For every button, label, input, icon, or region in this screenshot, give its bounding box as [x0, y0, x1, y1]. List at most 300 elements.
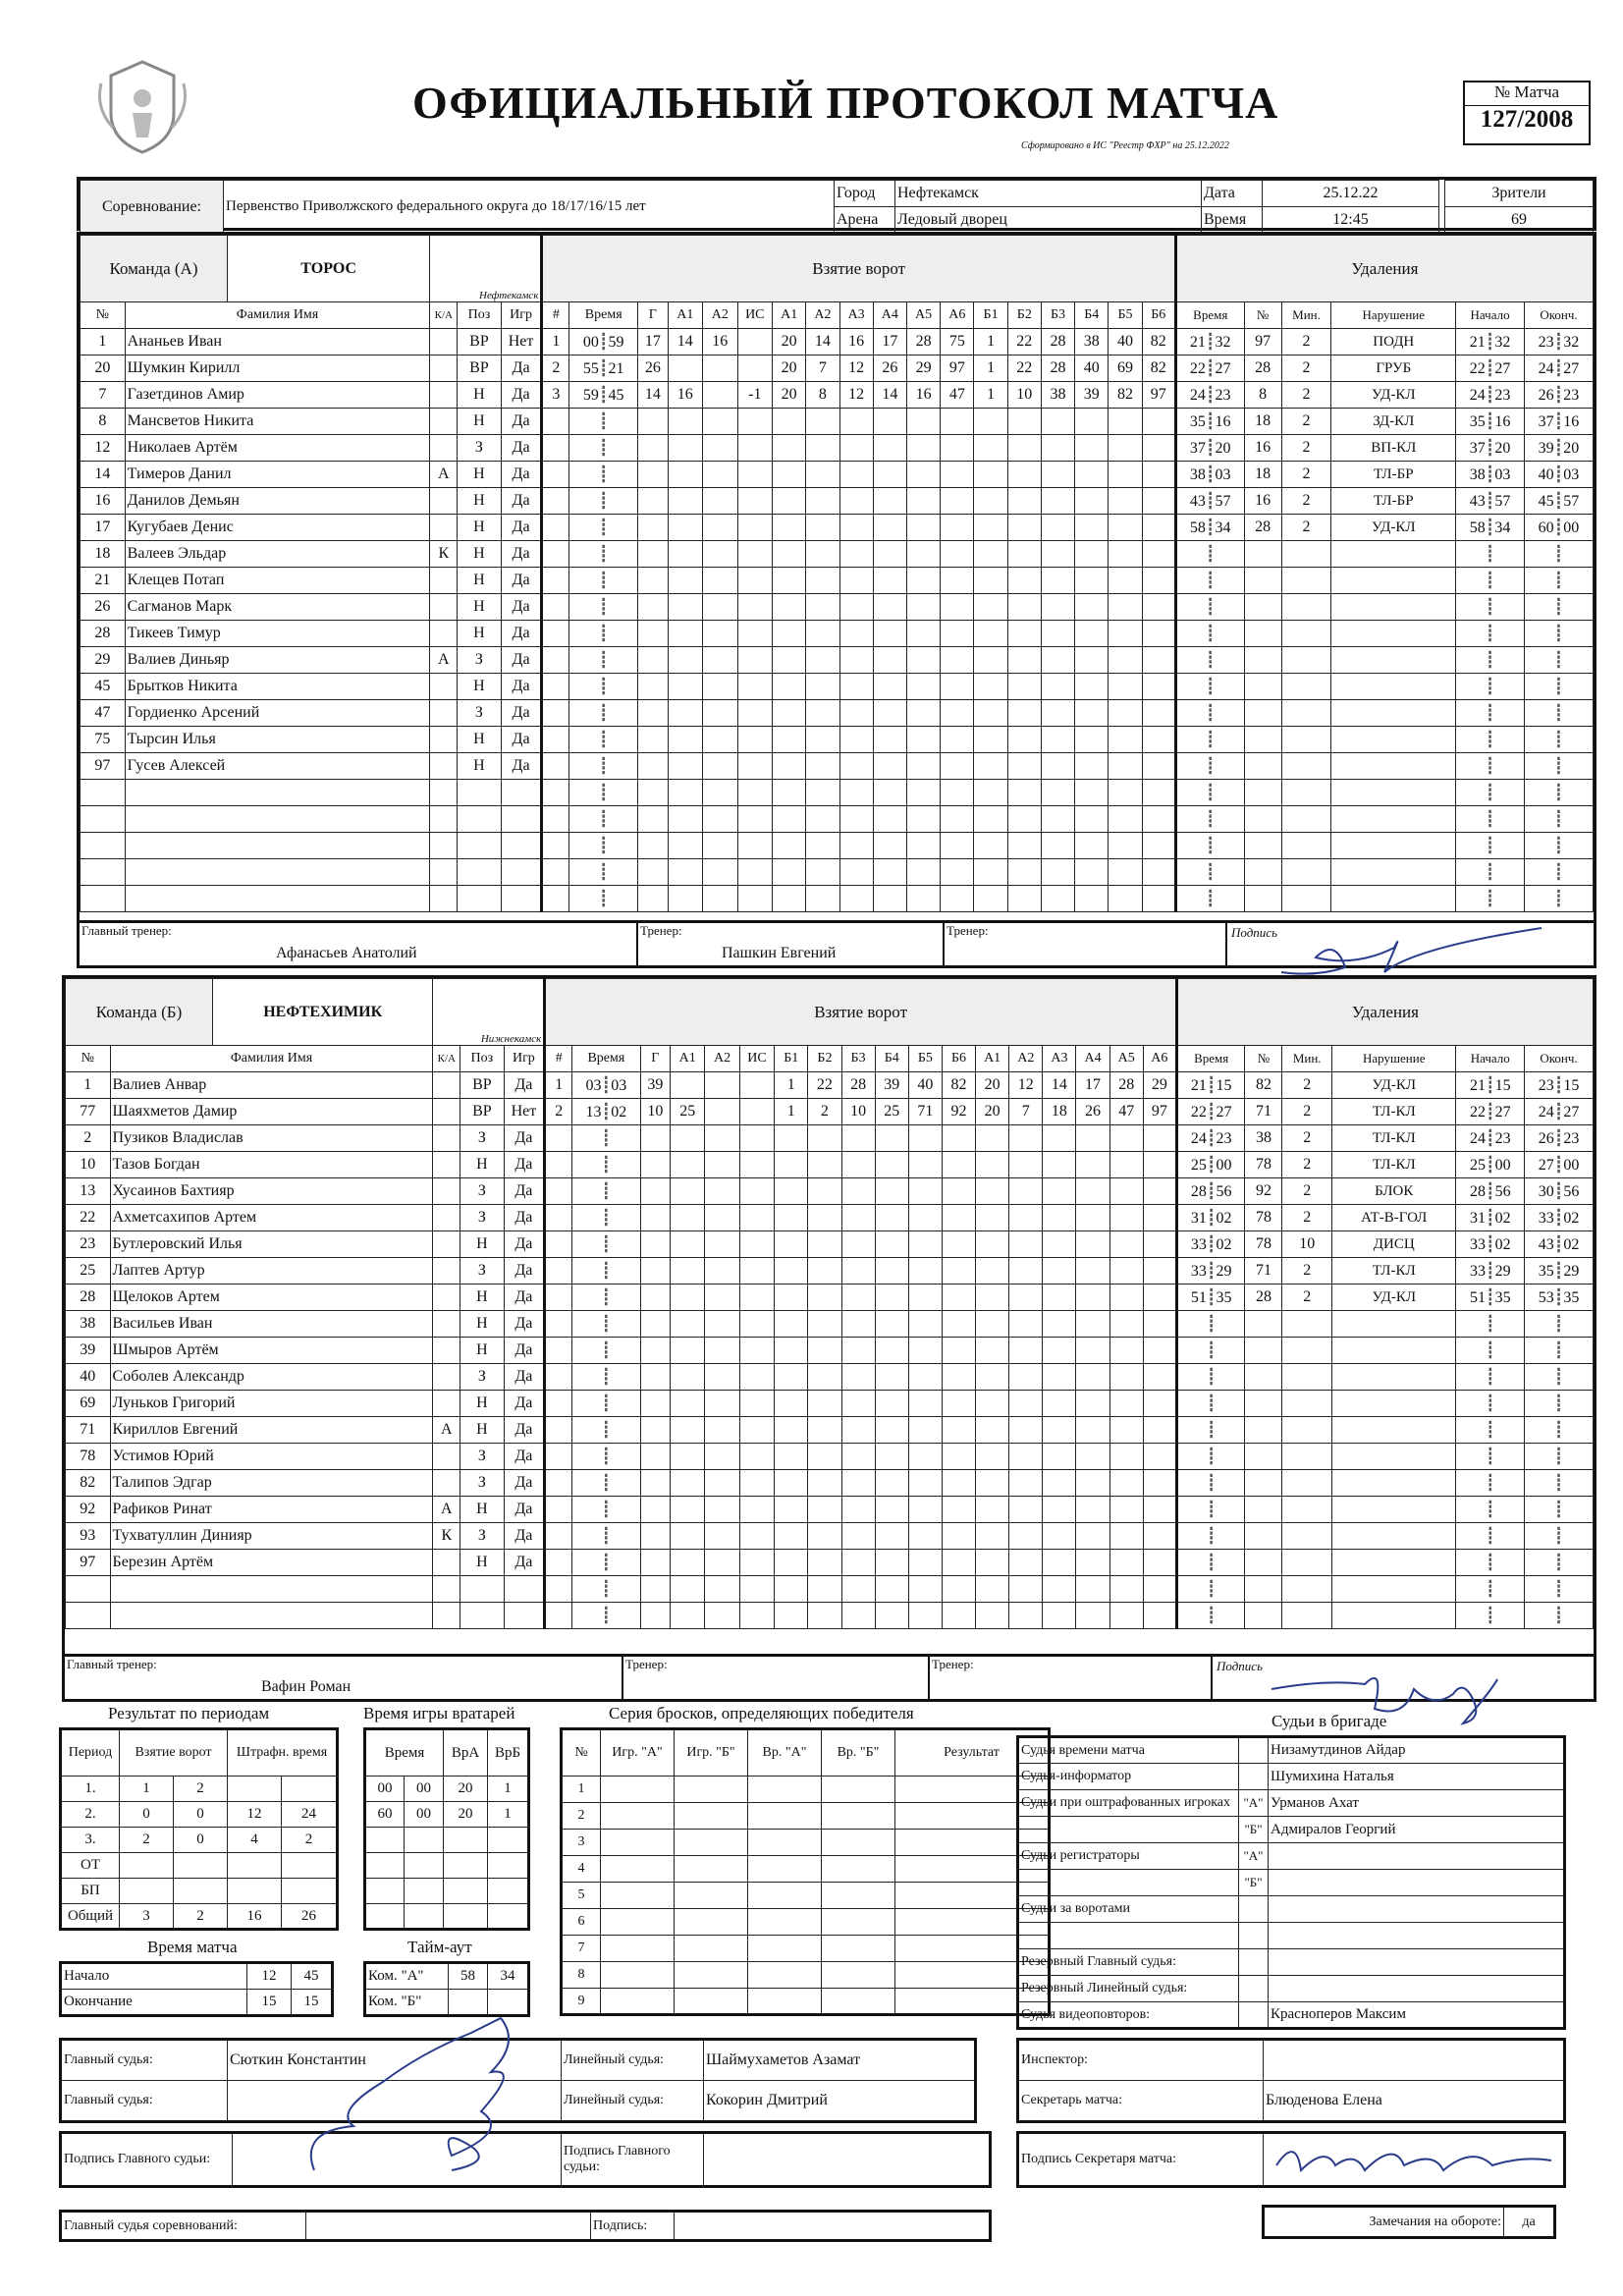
team-b-section: [62, 975, 1596, 1702]
official-name: Адмиралов Георгий: [1271, 1821, 1396, 1837]
pen-player: 28: [1255, 519, 1271, 535]
table-row: 12 Николаев Артём З Да ┋ 37┋20 16 2 ВП-КЛ 37┋20 39┋20: [81, 435, 1594, 462]
pen-minutes: 2: [1302, 359, 1311, 376]
date-label: Дата: [1204, 185, 1235, 201]
player-name: Валиев Диньяр: [127, 651, 230, 668]
pen-end-min: 33: [1538, 1210, 1554, 1227]
pen-infraction: ТЛ-КЛ: [1372, 1156, 1416, 1173]
goal-col-2: Г: [648, 307, 657, 322]
shootout-num: 8: [577, 1967, 585, 1982]
table-row: [61, 1904, 338, 1930]
goals-title: Взятие ворот: [814, 1002, 907, 1021]
table-row: [61, 1802, 338, 1828]
off-col-1: Б2: [1016, 307, 1032, 322]
team-label: Команда (А): [109, 258, 198, 278]
coach-label-2: Тренер:: [932, 1657, 974, 1671]
shootout-num: 5: [577, 1887, 585, 1902]
shootout-num: 6: [577, 1914, 585, 1929]
start-label: Начало: [64, 1968, 110, 1984]
table-row: [61, 1879, 338, 1904]
goal-player-9: 12: [848, 359, 865, 376]
table-row: 2 Пузиков Владислав З Да ┋ 24┋23 38 2 ТЛ-КЛ 24┋23 26┋23: [66, 1125, 1594, 1152]
player-number: 12: [94, 439, 111, 456]
table-row: 45 Брытков Никита Н Да ┋ ┋ ┋ ┋: [81, 674, 1594, 700]
goalie-cell: 00: [416, 1780, 431, 1796]
pen-start-min: 28: [1469, 1183, 1486, 1200]
pen-start-sec: 02: [1494, 1236, 1511, 1253]
goal-player-14: 12: [1017, 1076, 1034, 1093]
player-played: Да: [514, 1076, 533, 1093]
goal-player-17: 40: [1117, 333, 1133, 350]
player-name: Гордиенко Арсений: [127, 704, 260, 721]
pen-infraction: УД-КЛ: [1372, 1288, 1416, 1305]
player-played: Да: [512, 519, 530, 535]
pen-player: 78: [1255, 1235, 1271, 1252]
pen-minutes: 2: [1302, 386, 1311, 403]
player-name: Гусев Алексей: [127, 757, 226, 774]
player-name: Мансветов Никита: [127, 412, 254, 429]
city-label: Город: [837, 185, 876, 201]
player-position: З: [477, 1474, 486, 1491]
goal-sec: 02: [611, 1104, 627, 1121]
pen-end-min: 60: [1538, 519, 1554, 536]
pen-min: 33: [1190, 1236, 1207, 1253]
player-number: 1: [98, 333, 107, 350]
player-number: 2: [83, 1129, 92, 1146]
match-time-title: Время матча: [147, 1938, 238, 1956]
period-cell: 2: [304, 1831, 313, 1847]
player-played: Да: [512, 492, 530, 509]
goal-player-13: 1: [987, 359, 996, 376]
official-name: Шумихина Наталья: [1271, 1768, 1394, 1784]
table-row: [1018, 1817, 1565, 1843]
player-role: А: [438, 651, 450, 668]
referee-label: Главный судья:: [64, 2052, 153, 2067]
arena-value: Ледовый дворец: [897, 211, 1007, 228]
timeout-a-sec: 34: [500, 1968, 515, 1984]
table-row: 14 Тимеров Данил А Н Да ┋ 38┋03 18 2 ТЛ-БР 38┋03 40┋03: [81, 462, 1594, 488]
goal-col-4: А2: [711, 307, 729, 322]
table-row: 28 Щелоков Артем Н Да ┋ 51┋35 28 2 УД-КЛ 51┋35 53┋35: [66, 1285, 1594, 1311]
goalie-col-time: Время: [384, 1744, 425, 1761]
player-number: 22: [80, 1209, 96, 1226]
pen-sec: 02: [1216, 1210, 1232, 1227]
on-col-0: А1: [781, 307, 798, 322]
on-col-2: Б3: [850, 1051, 866, 1066]
player-name: Пузиков Владислав: [112, 1129, 243, 1146]
player-played: Да: [514, 1129, 533, 1146]
period-cell: ОТ: [81, 1857, 100, 1873]
pen-sec: 00: [1216, 1157, 1232, 1174]
shootout-num: 4: [577, 1861, 585, 1876]
shootout-num: 3: [577, 1834, 585, 1849]
timeout-b-label: Ком. "Б": [368, 1994, 422, 2009]
table-row: 7 Газетдинов Амир Н Да 3 59┋45 14 16 -1 20 8 12 14 16 47 1 10 38 39 82 97 24┋23 8 2 УД-КЛ 24┋23 26┋23: [81, 382, 1594, 409]
pen-start-sec: 23: [1494, 1130, 1511, 1147]
player-name: Тухватуллин Динияр: [112, 1527, 252, 1544]
date-value: 25.12.22: [1323, 185, 1379, 201]
goal-col-5: ИС: [747, 1051, 767, 1066]
table-row: 20 Шумкин Кирилл ВР Да 2 55┋21 26 20 7 12 26 29 97 1 22 28 40 69 82 22┋27 28 2 ГРУБ 22┋27 24┋27: [81, 355, 1594, 382]
pen-player: 18: [1255, 465, 1271, 482]
pen-min: 28: [1190, 1183, 1207, 1200]
goal-player-17: 47: [1118, 1103, 1135, 1120]
goalie-title: Время игры вратарей: [363, 1704, 515, 1722]
table-row: 1 Валиев Анвар ВР Да 1 03┋03 39 1 22 28 39 40 82 20 12 14 17 28 29 21┋15 82 2 УД-КЛ 21┋15 23┋15: [66, 1072, 1594, 1099]
pen-infraction: ТЛ-КЛ: [1372, 1129, 1416, 1146]
player-position: З: [477, 1209, 486, 1226]
player-name: Талипов Эдгар: [112, 1474, 212, 1491]
goalie-cell: 00: [377, 1780, 393, 1796]
pen-end-sec: 00: [1563, 519, 1580, 536]
off-col-5: Б6: [1151, 307, 1166, 322]
goalie-cell: 60: [377, 1806, 393, 1822]
pen-col-1: №: [1256, 307, 1270, 322]
shootout-num: 1: [577, 1781, 585, 1796]
table-row: 25 Лаптев Артур З Да ┋ 33┋29 71 2 ТЛ-КЛ 33┋29 35┋29: [66, 1258, 1594, 1285]
player-played: Да: [514, 1501, 533, 1517]
sign-referee-label: Подпись Главного судьи:: [64, 2152, 211, 2166]
period-cell: 12: [246, 1806, 262, 1822]
pen-start-min: 31: [1469, 1210, 1486, 1227]
pen-sec: 34: [1215, 519, 1231, 536]
competition-label: Соревнование:: [101, 197, 201, 215]
player-position: Н: [473, 386, 485, 403]
shootout-col-2: Игр. "Б": [686, 1745, 735, 1760]
pen-sec: 29: [1216, 1263, 1232, 1280]
player-position: Н: [473, 598, 485, 615]
player-played: Да: [514, 1421, 533, 1438]
player-name: Рафиков Ринат: [112, 1501, 212, 1517]
player-number: 75: [94, 731, 111, 747]
linesman-1: Шаймухаметов Азамат: [706, 2051, 861, 2068]
secretary-label: Секретарь матча:: [1021, 2093, 1123, 2107]
player-position: Н: [476, 1394, 488, 1411]
penalties-title: Удаления: [1351, 258, 1419, 278]
pen-start-min: 33: [1469, 1236, 1486, 1253]
goal-field-4: 25: [679, 1103, 696, 1120]
off-col-5: А6: [1151, 1051, 1168, 1066]
player-position: Н: [473, 625, 485, 641]
pen-end-sec: 23: [1563, 1130, 1580, 1147]
player-position: Н: [473, 731, 485, 747]
goal-number: 3: [552, 386, 561, 403]
player-name: Шмыров Артём: [112, 1341, 219, 1358]
player-played: Да: [514, 1474, 533, 1491]
goal-player-16: 26: [1085, 1103, 1102, 1120]
player-number: 17: [94, 519, 111, 535]
player-position: ВР: [469, 359, 489, 376]
period-cell: 24: [301, 1806, 316, 1822]
player-name: Шумкин Кирилл: [127, 359, 241, 376]
pen-minutes: 2: [1302, 439, 1311, 456]
table-row: 82 Талипов Эдгар З Да ┋ ┋ ┋ ┋: [66, 1470, 1594, 1497]
goal-player-15: 38: [1050, 386, 1066, 403]
player-position: Н: [473, 465, 485, 482]
player-name: Хусаинов Бахтияр: [112, 1182, 235, 1199]
goalie-col-a: ВрА: [451, 1744, 480, 1761]
pen-infraction: ДИСЦ: [1373, 1235, 1415, 1252]
signature-secretary-icon: [1267, 2126, 1561, 2185]
goals-title: Взятие ворот: [812, 258, 906, 278]
goal-player-9: 12: [848, 386, 865, 403]
goal-col-3: А1: [676, 307, 694, 322]
goal-sec: 45: [608, 387, 624, 404]
pen-min: 37: [1189, 440, 1206, 457]
pen-infraction: ТЛ-КЛ: [1372, 1262, 1416, 1279]
player-role: А: [438, 465, 450, 482]
pen-minutes: 2: [1303, 1182, 1312, 1199]
time-value: 12:45: [1332, 211, 1369, 228]
pen-min: 38: [1189, 466, 1206, 483]
player-number: 14: [94, 465, 111, 482]
table-row: 8 Мансветов Никита Н Да ┋ 35┋16 18 2 ЗД-КЛ 35┋16 37┋16: [81, 409, 1594, 435]
goal-player-14: 22: [1016, 359, 1033, 376]
period-cell: 2.: [84, 1806, 96, 1822]
fhr-logo-icon: [93, 54, 191, 157]
player-number: 97: [80, 1554, 96, 1570]
pen-infraction: АТ-В-ГОЛ: [1361, 1209, 1428, 1226]
goal-player-15: 18: [1051, 1103, 1067, 1120]
player-position: ВР: [472, 1103, 492, 1120]
pen-infraction: ТЛ-КЛ: [1372, 1103, 1416, 1120]
pen-end-sec: 20: [1563, 440, 1580, 457]
pen-start-sec: 27: [1494, 360, 1511, 377]
player-number: 69: [80, 1394, 96, 1411]
goal-player-11: 40: [917, 1076, 934, 1093]
goal-player-16: 40: [1083, 359, 1100, 376]
player-played: Да: [512, 625, 530, 641]
player-number: 10: [80, 1156, 96, 1173]
player-name: Газетдинов Амир: [127, 386, 244, 403]
table-row: 23 Бутлеровский Илья Н Да ┋ 33┋02 78 10 ДИСЦ 33┋02 43┋02: [66, 1231, 1594, 1258]
player-played: Да: [512, 704, 530, 721]
pen-infraction: ЗД-КЛ: [1373, 412, 1415, 429]
col-play: Игр: [512, 1051, 535, 1066]
player-name: Березин Артём: [112, 1554, 214, 1570]
city-value: Нефтекамск: [897, 185, 979, 201]
player-number: 38: [80, 1315, 96, 1332]
pen-start-sec: 57: [1494, 493, 1511, 510]
player-position: З: [477, 1182, 486, 1199]
off-col-3: Б4: [1084, 307, 1100, 322]
off-col-2: Б3: [1051, 307, 1066, 322]
goal-player-12: 47: [948, 386, 965, 403]
coach-label-2: Тренер:: [947, 923, 989, 938]
pen-player: 28: [1255, 359, 1271, 376]
player-position: Н: [476, 1554, 488, 1570]
pen-minutes: 2: [1303, 1076, 1312, 1093]
team-name: НЕФТЕХИМИК: [263, 1003, 383, 1020]
period-cell: 26: [301, 1907, 316, 1924]
match-number: 127/2008: [1480, 106, 1574, 133]
player-played: Нет: [511, 1103, 537, 1120]
pen-end-min: 23: [1538, 334, 1554, 351]
pen-sec: 23: [1215, 387, 1231, 404]
secretary-name: Блюденова Елена: [1266, 2092, 1382, 2108]
pen-start-min: 43: [1469, 493, 1486, 510]
player-number: 1: [83, 1076, 92, 1093]
player-played: Нет: [508, 333, 534, 350]
pen-player: 71: [1255, 1103, 1271, 1120]
pen-col-4: Начало: [1470, 307, 1510, 322]
player-played: Да: [514, 1368, 533, 1385]
period-cell: 2: [196, 1907, 204, 1924]
shootout-col-3: Вр. "А": [762, 1745, 807, 1760]
pen-sec: 57: [1215, 493, 1231, 510]
pen-end-sec: 29: [1563, 1263, 1580, 1280]
table-row: 26 Сагманов Марк Н Да ┋ ┋ ┋ ┋: [81, 594, 1594, 621]
pen-start-sec: 15: [1494, 1077, 1511, 1094]
goal-min: 03: [585, 1077, 602, 1094]
on-col-1: Б2: [817, 1051, 833, 1066]
off-col-0: А1: [984, 1051, 1001, 1066]
player-name: Валиев Анвар: [112, 1076, 207, 1093]
goal-player-7: 20: [781, 386, 797, 403]
player-position: Н: [476, 1288, 488, 1305]
goal-number: 1: [555, 1076, 564, 1093]
pen-player: 28: [1255, 1288, 1271, 1305]
pen-sec: 35: [1216, 1289, 1232, 1306]
player-number: 93: [80, 1527, 96, 1544]
team-a-section: [77, 232, 1596, 968]
official-role: Резервный Главный судья:: [1021, 1954, 1176, 1969]
pen-start-min: 38: [1469, 466, 1486, 483]
linesman-label: Линейный судья:: [564, 2052, 665, 2067]
goal-player-18: 82: [1150, 333, 1166, 350]
player-played: Да: [512, 412, 530, 429]
officials-title: Судьи в бригаде: [1271, 1712, 1387, 1730]
pen-player: 78: [1255, 1156, 1271, 1173]
goal-field-3: 10: [647, 1103, 664, 1120]
table-row: 78 Устимов Юрий З Да ┋ ┋ ┋ ┋: [66, 1444, 1594, 1470]
table-row: ┋ ┋ ┋ ┋: [81, 833, 1594, 859]
pen-col-3: Нарушение: [1363, 1051, 1426, 1066]
table-row: [1018, 1976, 1565, 2002]
pen-min: 43: [1189, 493, 1206, 510]
pen-minutes: 2: [1302, 465, 1311, 482]
signature-team-a-icon: [1276, 918, 1551, 987]
player-name: Данилов Демьян: [127, 492, 240, 509]
on-col-2: А3: [847, 307, 865, 322]
official-team: "А": [1243, 1848, 1264, 1863]
goal-col-0: #: [552, 307, 560, 322]
off-col-0: Б1: [983, 307, 999, 322]
goal-field-3: 26: [644, 359, 661, 376]
pen-minutes: 2: [1302, 333, 1311, 350]
table-row: [1018, 1896, 1565, 1923]
table-row: ┋ ┋ ┋ ┋: [66, 1603, 1594, 1629]
player-played: Да: [512, 545, 530, 562]
pen-player: 92: [1255, 1182, 1271, 1199]
goal-player-13: 20: [984, 1076, 1001, 1093]
goal-player-18: 97: [1151, 1103, 1167, 1120]
player-number: 92: [80, 1501, 96, 1517]
off-col-4: Б5: [1117, 307, 1133, 322]
table-row: [1018, 1870, 1565, 1896]
player-position: Н: [476, 1156, 488, 1173]
pen-min: 24: [1190, 1130, 1207, 1147]
player-position: ВР: [472, 1076, 492, 1093]
pen-start-min: 33: [1469, 1263, 1486, 1280]
table-row: ┋ ┋ ┋ ┋: [81, 780, 1594, 806]
timeout-a-label: Ком. "А": [368, 1968, 424, 1984]
on-col-4: Б5: [917, 1051, 933, 1066]
page-title: ОФИЦИАЛЬНЫЙ ПРОТОКОЛ МАТЧА: [412, 78, 1279, 128]
remarks-label: Замечания на обороте:: [1369, 2214, 1501, 2229]
player-number: 16: [94, 492, 111, 509]
player-number: 21: [94, 572, 111, 588]
goal-number: 2: [555, 1103, 564, 1120]
player-played: Да: [514, 1156, 533, 1173]
goal-player-8: 14: [814, 333, 831, 350]
player-played: Да: [514, 1288, 533, 1305]
goal-player-18: 97: [1150, 386, 1166, 403]
col-play: Игр: [510, 307, 532, 322]
player-name: Сагманов Марк: [127, 598, 233, 615]
goal-sec: 03: [611, 1077, 627, 1094]
pen-sec: 20: [1215, 440, 1231, 457]
goal-player-14: 22: [1016, 333, 1033, 350]
player-name: Валеев Эльдар: [127, 545, 227, 562]
table-row: 29 Валиев Диньяр А З Да ┋ ┋ ┋ ┋: [81, 647, 1594, 674]
shootout-num: 9: [577, 1993, 585, 2008]
goal-player-9: 10: [850, 1103, 867, 1120]
pen-col-2: Мин.: [1292, 307, 1321, 322]
goal-player-17: 28: [1118, 1076, 1135, 1093]
coach-label: Тренер:: [640, 923, 682, 938]
goal-player-7: 1: [786, 1103, 795, 1120]
goal-number: 2: [552, 359, 561, 376]
table-row: [1018, 1790, 1565, 1817]
table-row: 18 Валеев Эльдар К Н Да ┋ ┋ ┋ ┋: [81, 541, 1594, 568]
pen-infraction: ВП-КЛ: [1371, 439, 1417, 456]
pen-sec: 27: [1216, 1104, 1232, 1121]
pen-min: 31: [1190, 1210, 1207, 1227]
player-role: А: [441, 1421, 453, 1438]
table-row: 1 Ананьев Иван ВР Нет 1 00┋59 17 14 16 20 14 16 17 28 75 1 22 28 38 40 82 21┋32 97 2 ПОДН 21┋32 23┋32: [81, 329, 1594, 355]
shootout-col-0: №: [574, 1745, 588, 1760]
goal-col-5: ИС: [745, 307, 765, 322]
goal-field-3: 17: [644, 333, 661, 350]
goal-player-17: 82: [1117, 386, 1133, 403]
pen-min: 22: [1190, 1104, 1207, 1121]
table-row: 69 Луньков Григорий Н Да ┋ ┋ ┋ ┋: [66, 1391, 1594, 1417]
team-city: Нефтекамск: [479, 290, 539, 301]
player-number: 82: [80, 1474, 96, 1491]
table-row: ┋ ┋ ┋ ┋: [81, 859, 1594, 886]
head-coach: Вафин Роман: [261, 1678, 352, 1695]
goal-min: 00: [582, 334, 599, 351]
player-name: Ахметсахипов Артем: [112, 1209, 257, 1226]
goal-player-15: 28: [1050, 359, 1066, 376]
pen-col-5: Оконч.: [1540, 1051, 1578, 1066]
pen-sec: 27: [1215, 360, 1231, 377]
player-played: Да: [512, 757, 530, 774]
player-played: Да: [512, 572, 530, 588]
player-played: Да: [514, 1262, 533, 1279]
player-number: 29: [94, 651, 111, 668]
table-row: 22 Ахметсахипов Артем З Да ┋ 31┋02 78 2 АТ-В-ГОЛ 31┋02 33┋02: [66, 1205, 1594, 1231]
player-number: 7: [98, 386, 107, 403]
player-played: Да: [512, 465, 530, 482]
on-col-0: Б1: [784, 1051, 799, 1066]
player-number: 28: [94, 625, 111, 641]
goal-player-7: 20: [781, 333, 797, 350]
pen-sec: 32: [1215, 334, 1231, 351]
table-row: 75 Тырсин Илья Н Да ┋ ┋ ┋ ┋: [81, 727, 1594, 753]
pen-start-sec: 20: [1494, 440, 1511, 457]
